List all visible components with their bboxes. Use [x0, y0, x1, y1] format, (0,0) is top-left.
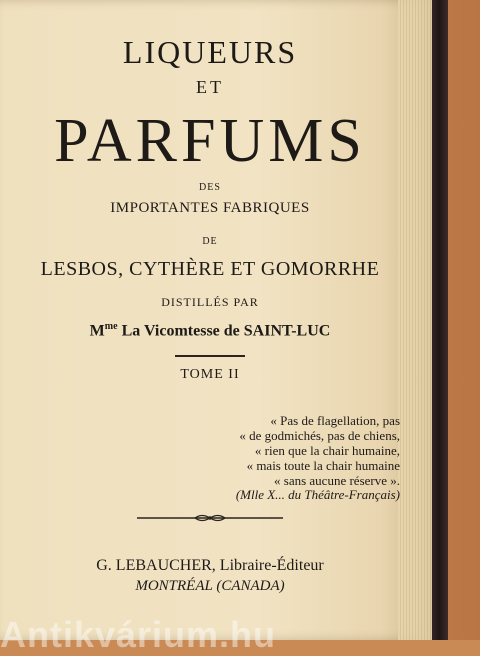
author-name-text: La Vicomtesse de SAINT-LUC [117, 322, 331, 340]
subtitle-de: DE [202, 236, 218, 247]
title-line-et: ET [196, 77, 224, 97]
subtitle-fabriques: IMPORTANTES FABRIQUES [110, 200, 310, 216]
volume-label: TOME II [180, 367, 240, 382]
epigraph-line: « sans aucune réserve ». [274, 473, 400, 488]
subtitle-des: DES [199, 182, 221, 193]
watermark: Antikvárium.hu [0, 614, 277, 655]
distilled-by: DISTILLÉS PAR [161, 295, 259, 309]
book-cover-edge [430, 0, 448, 640]
author-name [20, 321, 400, 340]
epigraph-line: « mais toute la chair humaine [246, 458, 400, 473]
epigraph-line: « de godmichés, pas de chiens, [239, 428, 400, 443]
title-line-liqueurs: LIQUEURS [122, 34, 298, 70]
subtitle-places: LESBOS, CYTHÈRE ET GOMORRHE [40, 258, 380, 280]
page-edges [398, 0, 432, 640]
title-line-parfums: PARFUMS [54, 107, 366, 175]
publisher-place: MONTRÉAL (CANADA) [135, 578, 285, 594]
divider-rule [175, 355, 245, 357]
epigraph-line: « Pas de flagellation, pas [270, 413, 400, 428]
author-honorific: M [89, 322, 105, 340]
epigraph-line: « rien que la chair humaine, [254, 443, 400, 458]
author-honorific-sup: me [104, 321, 118, 332]
publisher-name: G. LEBAUCHER, Libraire-Éditeur [96, 557, 324, 574]
epigraph-attribution: (Mlle X... du Théâtre-Français) [235, 487, 400, 502]
ornamental-divider [135, 512, 285, 524]
